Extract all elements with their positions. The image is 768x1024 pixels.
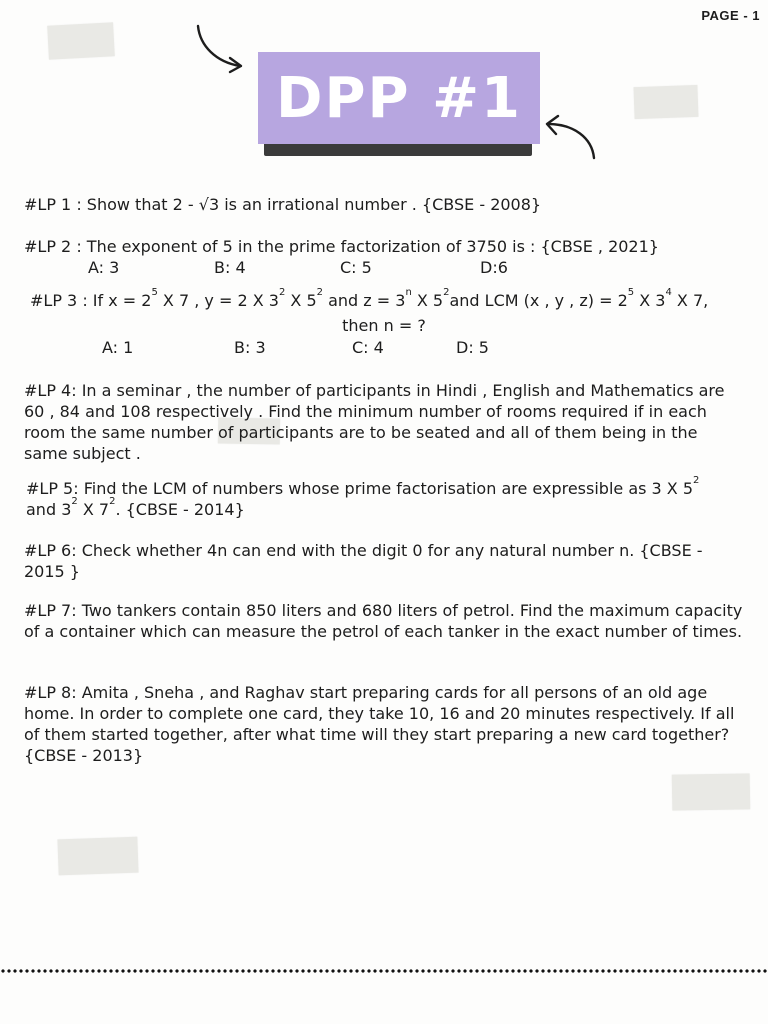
lp3-text: X 5: [285, 291, 317, 310]
page-number: PAGE - 1: [701, 8, 760, 23]
title-banner: [258, 52, 540, 154]
question-lp4: #LP 4: In a seminar , the number of participants in Hindi , English and Mathematics are 60 , 84 and 108 respectively . Find the minimum number of rooms required if in each room the same number of participants are to be seated and all of them being in the same subject .: [24, 381, 725, 463]
question-lp6: #LP 6: Check whether 4n can end with the digit 0 for any natural number n. {CBSE - 2015 }: [24, 541, 703, 581]
tape-decoration: [633, 85, 698, 119]
option-a: A: 3: [88, 258, 120, 277]
question-lp2: #LP 2 : The exponent of 5 in the prime factorization of 3750 is : {CBSE , 2021}: [24, 237, 659, 256]
option-d: D: 5: [456, 338, 489, 357]
option-c: C: 4: [352, 338, 384, 357]
exponent: 2: [278, 287, 286, 298]
option-d: D:6: [480, 258, 508, 277]
options-lp3: [0, 338, 768, 360]
question-lp8: #LP 8: Amita , Sneha , and Raghav start preparing cards for all persons of an old age home. In order to complete one card, they take 10, 16 and 20 minutes respectively. If all of them started together, after what time will they start preparing a new card together? {CBSE - 2013}: [24, 683, 735, 765]
exponent: 2: [316, 287, 324, 298]
lp3-line2: then n = ?: [342, 316, 426, 335]
arrow-icon: [540, 112, 602, 162]
exponent: 5: [627, 287, 635, 298]
exponent: 5: [151, 287, 158, 298]
tape-decoration: [57, 837, 138, 876]
lp3-text: and z = 3: [323, 291, 406, 310]
question-lp7: #LP 7: Two tankers contain 850 liters and 680 liters of petrol. Find the maximum capacity of a container which can measure the petrol of each tanker in the exact number of times.: [24, 601, 743, 641]
question-lp5: [26, 475, 746, 520]
title-banner-fill: [258, 52, 540, 144]
option-a: A: 1: [102, 338, 134, 357]
dotted-divider: [0, 968, 768, 974]
tape-decoration: [47, 22, 115, 59]
lp3-text: X 7,: [671, 291, 709, 310]
lp5-text: #LP 5: Find the LCM of numbers whose prime factorisation are expressible as 3 X 5: [26, 479, 694, 498]
lp5-text: and 3: [26, 500, 72, 519]
option-b: B: 3: [234, 338, 266, 357]
lp3-text: X 5: [411, 291, 444, 310]
option-c: C: 5: [340, 258, 372, 277]
options-lp2: [0, 258, 768, 280]
exponent: 2: [109, 496, 116, 507]
question-lp1: #LP 1 : Show that 2 - √3 is an irrational number . {CBSE - 2008}: [24, 195, 542, 214]
exponent: n: [405, 287, 412, 298]
exponent: 2: [443, 287, 450, 298]
question-lp3: [30, 287, 766, 311]
exponent: 2: [71, 496, 78, 507]
page-title: DPP #1: [276, 65, 522, 131]
lp5-text: X 7: [77, 500, 110, 519]
exponent: 2: [693, 475, 700, 486]
lp3-text: X 3: [634, 291, 666, 310]
lp3-text: and LCM (x , y , z) = 2: [449, 291, 628, 310]
arrow-icon: [190, 22, 250, 74]
exponent: 4: [665, 287, 672, 298]
tape-decoration: [672, 773, 751, 810]
lp3-text: X 7 , y = 2 X 3: [157, 291, 279, 310]
lp3-text: #LP 3 : If x = 2: [30, 291, 152, 310]
option-b: B: 4: [214, 258, 246, 277]
lp5-text: . {CBSE - 2014}: [115, 500, 245, 519]
